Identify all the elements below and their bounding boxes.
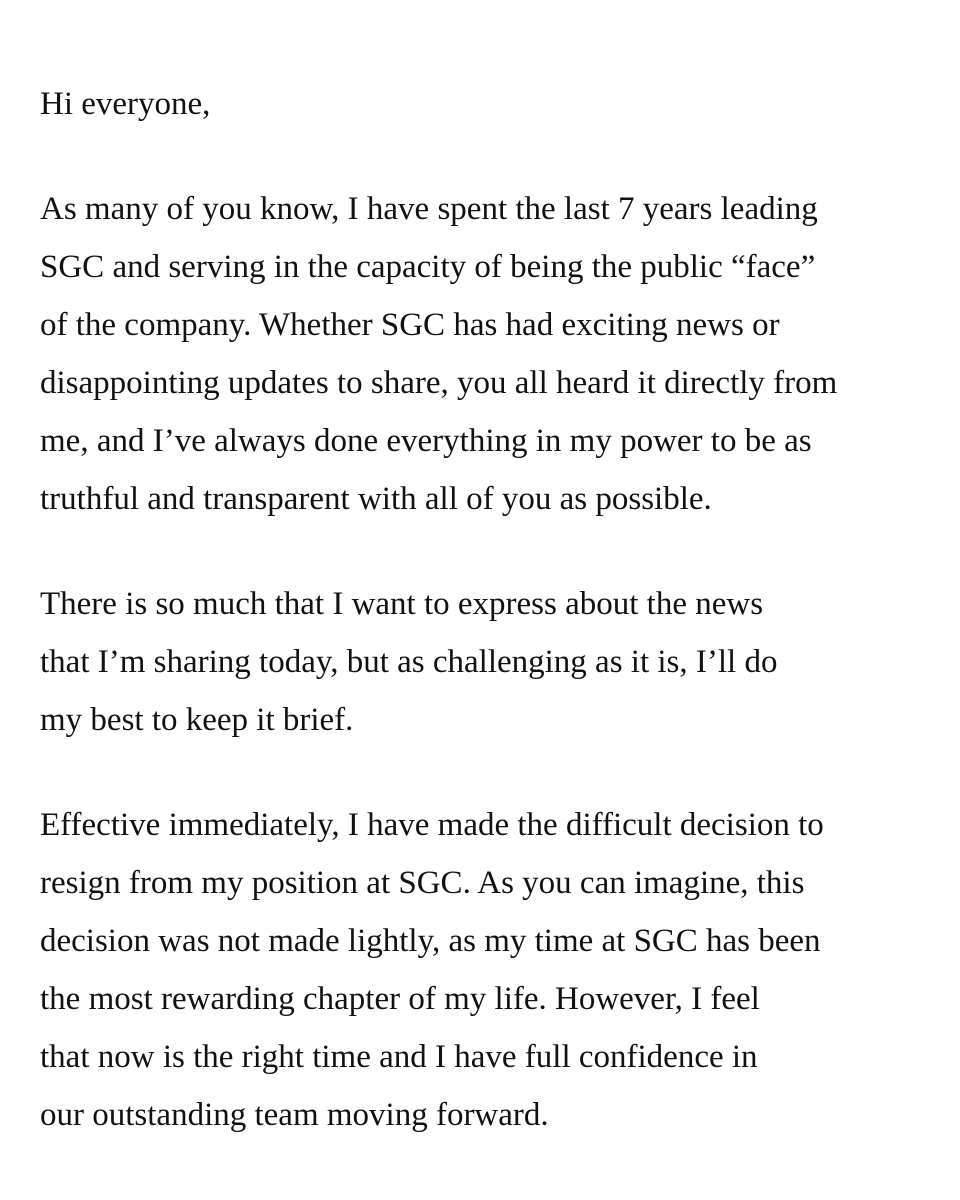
text-line: of the company. Whether SGC has had exciting news or	[40, 307, 780, 343]
text-line: SGC and serving in the capacity of being the public “face”	[40, 249, 816, 285]
text-line: that now is the right time and I have full confidence in	[40, 1039, 758, 1075]
text-line: resign from my position at SGC. As you can imagine, this	[40, 865, 805, 901]
text-line: our outstanding team moving forward.	[40, 1097, 549, 1133]
letter-body	[40, 75, 940, 1144]
paragraph-news	[40, 575, 940, 749]
text-line: There is so much that I want to express about the news	[40, 586, 764, 622]
text-line: my best to keep it brief.	[40, 702, 354, 738]
text-line: Effective immediately, I have made the difficult decision to	[40, 807, 824, 843]
paragraph-resignation	[40, 796, 940, 1144]
text-line: truthful and transparent with all of you as possible.	[40, 481, 712, 517]
text-line: decision was not made lightly, as my time at SGC has been	[40, 923, 821, 959]
text-line: me, and I’ve always done everything in my power to be as	[40, 423, 812, 459]
text-line: that I’m sharing today, but as challenging as it is, I’ll do	[40, 644, 778, 680]
text-line: disappointing updates to share, you all heard it directly from	[40, 365, 838, 401]
text-line: As many of you know, I have spent the last 7 years leading	[40, 191, 818, 227]
paragraph-career	[40, 180, 940, 528]
text-line: the most rewarding chapter of my life. However, I feel	[40, 981, 760, 1017]
greeting: Hi everyone,	[40, 86, 211, 122]
